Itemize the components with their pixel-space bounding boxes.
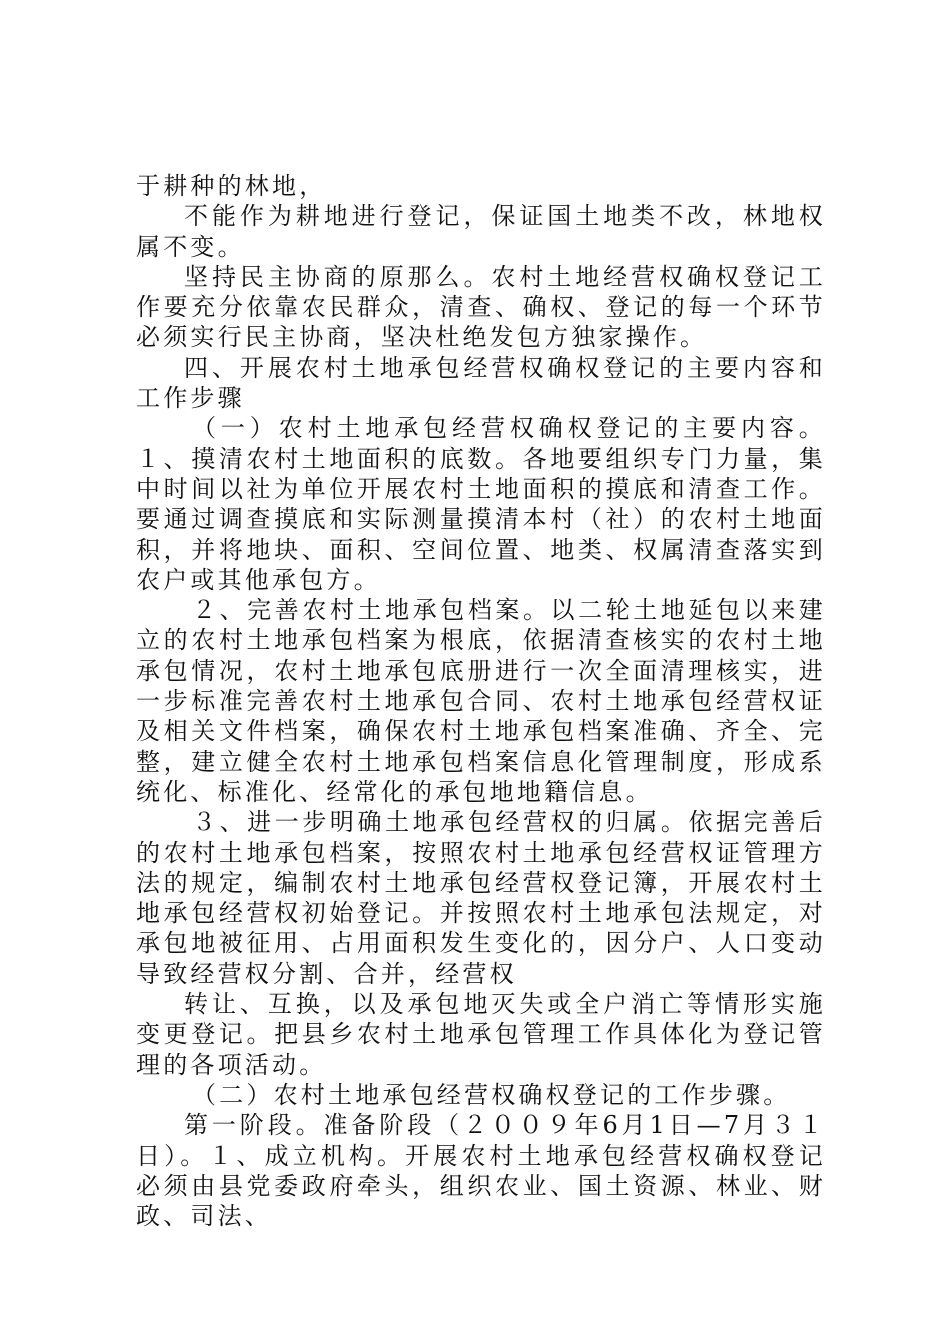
paragraph-7: ３、进一步明确土地承包经营权的归属。依据完善后的农村土地承包档案，按照农村土地承包经营权证管理方法的规定，编制农村土地承包经营权登记簿，开展农村土地承包经营权初始登记。并按照农村土地承包法规定，对承包地被征用、占用面积发生变化的，因分户、人口变动导致经营权分割、合并，经营权 <box>136 808 826 988</box>
paragraph-8: 转让、互换，以及承包地灭失或全户消亡等情形实施变更登记。把县乡农村土地承包管理工作具体化为登记管理的各项活动。 <box>136 990 826 1079</box>
section-heading-4: 四、开展农村土地承包经营权确权登记的主要内容和工作步骤 <box>136 353 826 413</box>
paragraph-10: 第一阶段。准备阶段（２００９年6月1日—7月３１日）。１、成立机构。开展农村土地承包经营权确权登记必须由县党委政府牵头，组织农业、国土资源、林业、财政、司法、 <box>136 1111 826 1231</box>
paragraph-1: 于耕种的林地， <box>136 172 327 200</box>
paragraph-9: （二）农村土地承包经营权确权登记的工作步骤。 <box>192 1080 791 1109</box>
paragraph-3: 坚持民主协商的原那么。农村土地经营权确权登记工作要充分依靠农民群众，清查、确权、登记的每一个环节必须实行民主协商，坚决杜绝发包方独家操作。 <box>136 262 826 352</box>
document-body <box>136 171 826 1231</box>
paragraph-5: （一）农村土地承包经营权确权登记的主要内容。１、摸清农村土地面积的底数。各地要组织专门力量，集中时间以社为单位开展农村土地面积的摸底和清查工作。要通过调查摸底和实际测量摸清本村（社）的农村土地面积，并将地块、面积、空间位置、地类、权属清查落实到农户或其他承包方。 <box>136 414 826 594</box>
paragraph-2: 不能作为耕地进行登记，保证国土地类不改，林地权属不变。 <box>136 202 826 261</box>
paragraph-6: ２、完善农村土地承包档案。以二轮土地延包以来建立的农村土地承包档案为根底，依据清查核实的农村土地承包情况，农村土地承包底册进行一次全面清理核实，进一步标准完善农村土地承包合同、农村土地承包经营权证及相关文件档案，确保农村土地承包档案准确、齐全、完整，建立健全农村土地承包档案信息化管理制度，形成系统化、标准化、经常化的承包地地籍信息。 <box>136 596 826 806</box>
